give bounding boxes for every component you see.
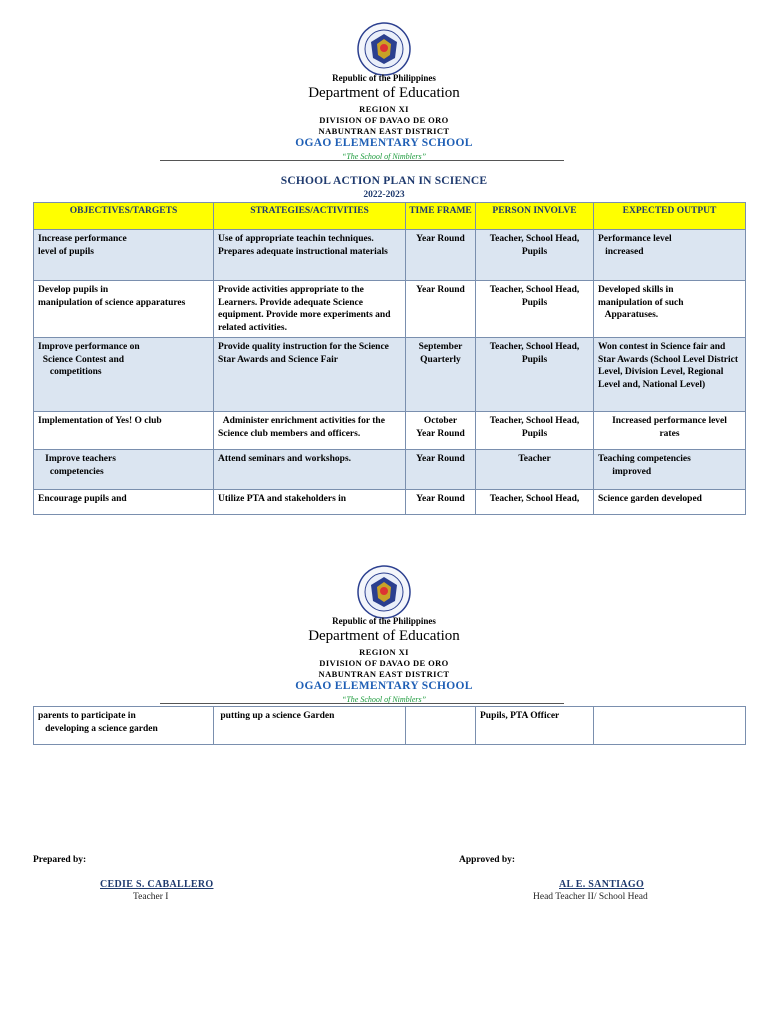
action-plan-table (33, 202, 746, 515)
person-involve-cell: Teacher, School Head, (476, 490, 594, 515)
prepared-by-name: CEDIE S. CABALLERO (100, 879, 214, 890)
time-frame-cell: September Quarterly (406, 338, 476, 412)
strategy-cell: Administer enrichment activities for the Science club members and officers. (214, 412, 406, 450)
expected-output-cell: Increased performance level rates (594, 412, 746, 450)
republic-line: Republic of the Philippines (332, 616, 436, 626)
person-involve-cell: Pupils, PTA Officer (476, 707, 594, 745)
plan-title: SCHOOL ACTION PLAN IN SCIENCE (280, 175, 488, 187)
division-line: DIVISION OF DAVAO DE ORO (319, 115, 449, 125)
approved-by-name: AL E. SANTIAGO (559, 879, 645, 890)
school-name: OGAO ELEMENTARY SCHOOL (295, 680, 473, 692)
table-row (34, 338, 746, 412)
header-divider (160, 160, 564, 161)
strategy-cell: Use of appropriate teachin techniques. Prepares adequate instructional materials (214, 230, 406, 281)
expected-output-cell: Science garden developed (594, 490, 746, 515)
division-line: DIVISION OF DAVAO DE ORO (319, 658, 449, 668)
school-motto: “The School of Nimblers” (341, 152, 427, 161)
district-line: NABUNTRAN EAST DISTRICT (318, 669, 450, 679)
person-involve-cell: Teacher (476, 450, 594, 490)
expected-output-cell: Developed skills in manipulation of such Apparatuses. (594, 281, 746, 338)
plan-year: 2022-2023 (363, 190, 405, 200)
action-plan-continuation-table (33, 706, 746, 745)
deped-seal-logo (357, 565, 411, 619)
approved-by-role: Head Teacher II/ School Head (533, 892, 648, 902)
strategy-cell: Provide quality instruction for the Science Star Awards and Science Fair (214, 338, 406, 412)
time-frame-cell: Year Round (406, 490, 476, 515)
time-frame-cell: October Year Round (406, 412, 476, 450)
table-row (34, 230, 746, 281)
objective-cell: Increase performance level of pupils (34, 230, 214, 281)
strategy-cell: Provide activities appropriate to the Learners. Provide adequate Science equipment. Provide more experiments and related activities. (214, 281, 406, 338)
school-motto: “The School of Nimblers” (341, 695, 427, 704)
department-title: Department of Education (308, 628, 460, 644)
objective-cell: Encourage pupils and (34, 490, 214, 515)
table-row (34, 490, 746, 515)
expected-output-cell (594, 707, 746, 745)
district-line: NABUNTRAN EAST DISTRICT (318, 126, 450, 136)
department-title: Department of Education (308, 85, 460, 101)
republic-line: Republic of the Philippines (332, 73, 436, 83)
strategy-cell: Utilize PTA and stakeholders in (214, 490, 406, 515)
person-involve-cell: Teacher, School Head, Pupils (476, 281, 594, 338)
time-frame-cell: Year Round (406, 450, 476, 490)
header-divider (160, 703, 564, 704)
objective-cell: Implementation of Yes! O club (34, 412, 214, 450)
objective-cell: Develop pupils in manipulation of science apparatures (34, 281, 214, 338)
objective-cell: Improve teachers competencies (34, 450, 214, 490)
objective-cell: parents to participate in developing a science garden (34, 707, 214, 745)
expected-output-cell: Won contest in Science fair and Star Awards (School Level District Level, Division Level, Regional Level and, National Level) (594, 338, 746, 412)
expected-output-cell: Teaching competencies improved (594, 450, 746, 490)
school-name: OGAO ELEMENTARY SCHOOL (295, 137, 473, 149)
column-header: EXPECTED OUTPUT (594, 203, 746, 230)
approved-by-label: Approved by: (459, 855, 516, 865)
region-line: REGION XI (359, 647, 409, 657)
strategy-cell: Attend seminars and workshops. (214, 450, 406, 490)
time-frame-cell: Year Round (406, 230, 476, 281)
column-header: STRATEGIES/ACTIVITIES (214, 203, 406, 230)
column-header: OBJECTIVES/TARGETS (34, 203, 214, 230)
table-row (34, 412, 746, 450)
time-frame-cell: Year Round (406, 281, 476, 338)
person-involve-cell: Teacher, School Head, Pupils (476, 412, 594, 450)
strategy-cell: putting up a science Garden (214, 707, 406, 745)
prepared-by-label: Prepared by: (33, 855, 87, 865)
person-involve-cell: Teacher, School Head, Pupils (476, 230, 594, 281)
table-header-row (34, 203, 746, 230)
column-header: TIME FRAME (406, 203, 476, 230)
time-frame-cell (406, 707, 476, 745)
column-header: PERSON INVOLVE (476, 203, 594, 230)
table-row (34, 281, 746, 338)
table-row (34, 450, 746, 490)
prepared-by-role: Teacher I (133, 892, 169, 902)
objective-cell: Improve performance on Science Contest and competitions (34, 338, 214, 412)
deped-seal-logo (357, 22, 411, 76)
region-line: REGION XI (359, 104, 409, 114)
person-involve-cell: Teacher, School Head, Pupils (476, 338, 594, 412)
table-row (34, 707, 746, 745)
expected-output-cell: Performance level increased (594, 230, 746, 281)
